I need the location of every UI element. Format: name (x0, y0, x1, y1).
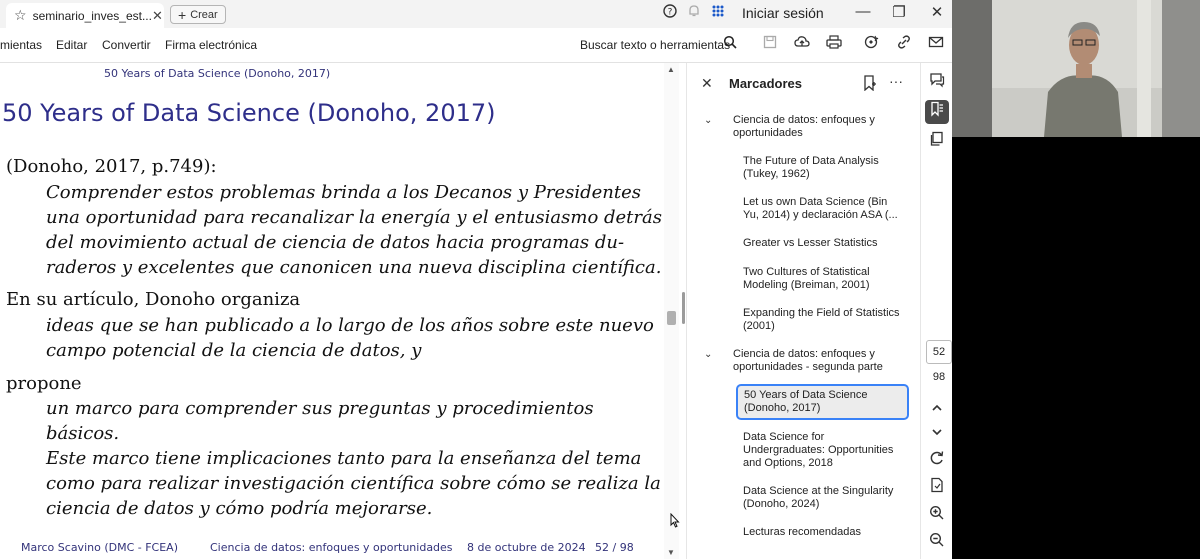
citation: (Donoho, 2017, p.749): (6, 156, 217, 177)
menu-convert[interactable]: Convertir (102, 38, 151, 52)
page-title: 50 Years of Data Science (Donoho, 2017) (2, 99, 496, 127)
scroll-down-arrow-icon[interactable]: ▼ (667, 548, 675, 557)
bookmark-item[interactable]: Two Cultures of Statistical Modeling (Breiman, 2001) (743, 266, 870, 291)
paragraph: propone (6, 373, 82, 394)
create-label: Crear (190, 8, 218, 21)
quote-line: raderos y excelentes que canonicen una nueva disciplina científica. (46, 257, 662, 278)
quote-block-2 (46, 313, 654, 363)
rotate-icon[interactable] (925, 449, 949, 473)
document-tab[interactable] (6, 3, 164, 28)
chevron-down-icon[interactable]: ⌄ (704, 349, 713, 360)
next-page-icon[interactable] (925, 420, 949, 444)
bookmark-item[interactable]: Let us own Data Science (Bin Yu, 2014) y declaración ASA (... (743, 196, 898, 221)
footer-date: 8 de octubre de 2024 (467, 541, 586, 554)
right-rail (920, 63, 952, 559)
vertical-scrollbar[interactable] (664, 63, 679, 559)
quote-line: ciencia de datos y cómo podría mejorarse. (46, 498, 433, 519)
running-header: 50 Years of Data Science (Donoho, 2017) (104, 67, 331, 80)
quote-line: como para realizar investigación científica sobre cómo se realiza la (46, 473, 661, 494)
mouse-cursor-icon (670, 513, 680, 531)
menu-edit[interactable]: Editar (56, 38, 88, 52)
current-page-input[interactable]: 52 (926, 340, 952, 364)
scroll-thumb[interactable] (667, 311, 676, 325)
bookmarks-title: Marcadores (729, 76, 802, 91)
menu-bar (0, 28, 952, 63)
quote-line: Comprender estos problemas brinda a los Decanos y Presidentes (46, 182, 642, 203)
quote-line: ideas que se han publicado a lo largo de los años sobre este nuevo (46, 315, 654, 336)
paragraph: En su artículo, Donoho organiza (6, 289, 301, 310)
ai-assistant-icon[interactable] (862, 35, 882, 55)
svg-text:?: ? (667, 7, 673, 18)
title-bar (0, 0, 952, 28)
presenter-video-image (952, 0, 1200, 137)
previous-page-icon[interactable] (925, 396, 949, 420)
bookmark-item[interactable]: Expanding the Field of Statistics (2001) (743, 307, 900, 332)
bookmark-item[interactable]: Lecturas recomendadas (743, 526, 862, 538)
panel-resize-handle[interactable] (682, 292, 685, 324)
bookmark-group[interactable]: Ciencia de datos: enfoques y oportunidades - segunda parte (733, 348, 883, 373)
document-page (0, 63, 667, 559)
bookmark-group[interactable]: Ciencia de datos: enfoques y oportunidades (733, 114, 875, 139)
quote-line: campo potencial de la ciencia de datos, y (46, 340, 422, 361)
notifications-bell-icon[interactable] (684, 4, 704, 21)
footer-author: Marco Scavino (DMC - FCEA) (21, 541, 178, 554)
star-icon[interactable]: ☆ (14, 7, 27, 23)
apps-grid-icon[interactable] (708, 4, 728, 21)
plus-icon: + (178, 6, 187, 23)
search-tools-label[interactable]: Buscar texto o herramientas (580, 38, 731, 52)
comment-icon[interactable] (925, 71, 949, 95)
total-pages: 98 (932, 371, 946, 383)
sign-in-link[interactable]: Iniciar sesión (742, 5, 824, 21)
zoom-in-icon[interactable] (925, 504, 949, 528)
close-panel-icon[interactable]: ✕ (701, 75, 713, 91)
page-fit-icon[interactable] (925, 476, 949, 500)
bookmark-item[interactable]: The Future of Data Analysis (Tukey, 1962) (743, 155, 879, 180)
help-icon[interactable] (660, 4, 680, 21)
quote-block-3 (46, 396, 667, 521)
close-tab-icon[interactable]: ✕ (151, 7, 163, 23)
footer-page: 52 / 98 (595, 541, 634, 554)
minimize-icon[interactable]: — (855, 3, 871, 20)
bookmark-panel-icon[interactable] (925, 100, 949, 124)
menu-tools[interactable]: mientas (0, 38, 43, 52)
more-options-icon[interactable]: ··· (889, 73, 903, 89)
bookmarks-panel (686, 63, 919, 559)
bookmark-item-selected[interactable]: 50 Years of Data Science (Donoho, 2017) (736, 384, 909, 420)
bookmark-item[interactable]: Data Science at the Singularity (Donoho, 2024) (743, 485, 894, 510)
bookmark-item[interactable]: Data Science for Undergraduates: Opportunities and Options, 2018 (743, 431, 894, 469)
menu-esign[interactable]: Firma electrónica (165, 38, 258, 52)
webcam-video-overlay (952, 0, 1200, 137)
quote-line: Este marco tiene implicaciones tanto para la enseñanza del tema (46, 448, 642, 469)
search-icon[interactable] (720, 35, 740, 55)
quote-line: una oportunidad para recanalizar la energía y el entusiasmo detrás (46, 207, 662, 228)
link-icon[interactable] (894, 35, 914, 55)
zoom-out-icon[interactable] (925, 531, 949, 555)
email-icon[interactable] (926, 35, 946, 55)
save-icon[interactable] (760, 35, 780, 55)
create-button[interactable] (170, 5, 226, 24)
quote-block-1 (46, 180, 662, 280)
quote-line: un marco para comprender sus preguntas y procedimientos básicos. (46, 398, 594, 444)
quote-line: del movimiento actual de ciencia de datos hacia programas du- (46, 232, 625, 253)
close-window-icon[interactable]: ✕ (930, 4, 944, 21)
tab-title: seminario_inves_est... (32, 8, 152, 23)
scroll-up-arrow-icon[interactable]: ▲ (667, 65, 675, 74)
pages-thumbnail-icon[interactable] (925, 130, 949, 154)
chevron-down-icon[interactable]: ⌄ (704, 115, 713, 126)
add-bookmark-icon[interactable] (863, 75, 877, 94)
restore-icon[interactable]: ❐ (892, 4, 906, 21)
upload-cloud-icon[interactable] (792, 35, 812, 55)
print-icon[interactable] (824, 35, 844, 55)
bookmark-item[interactable]: Greater vs Lesser Statistics (743, 237, 878, 249)
footer-course: Ciencia de datos: enfoques y oportunidades (210, 541, 453, 554)
